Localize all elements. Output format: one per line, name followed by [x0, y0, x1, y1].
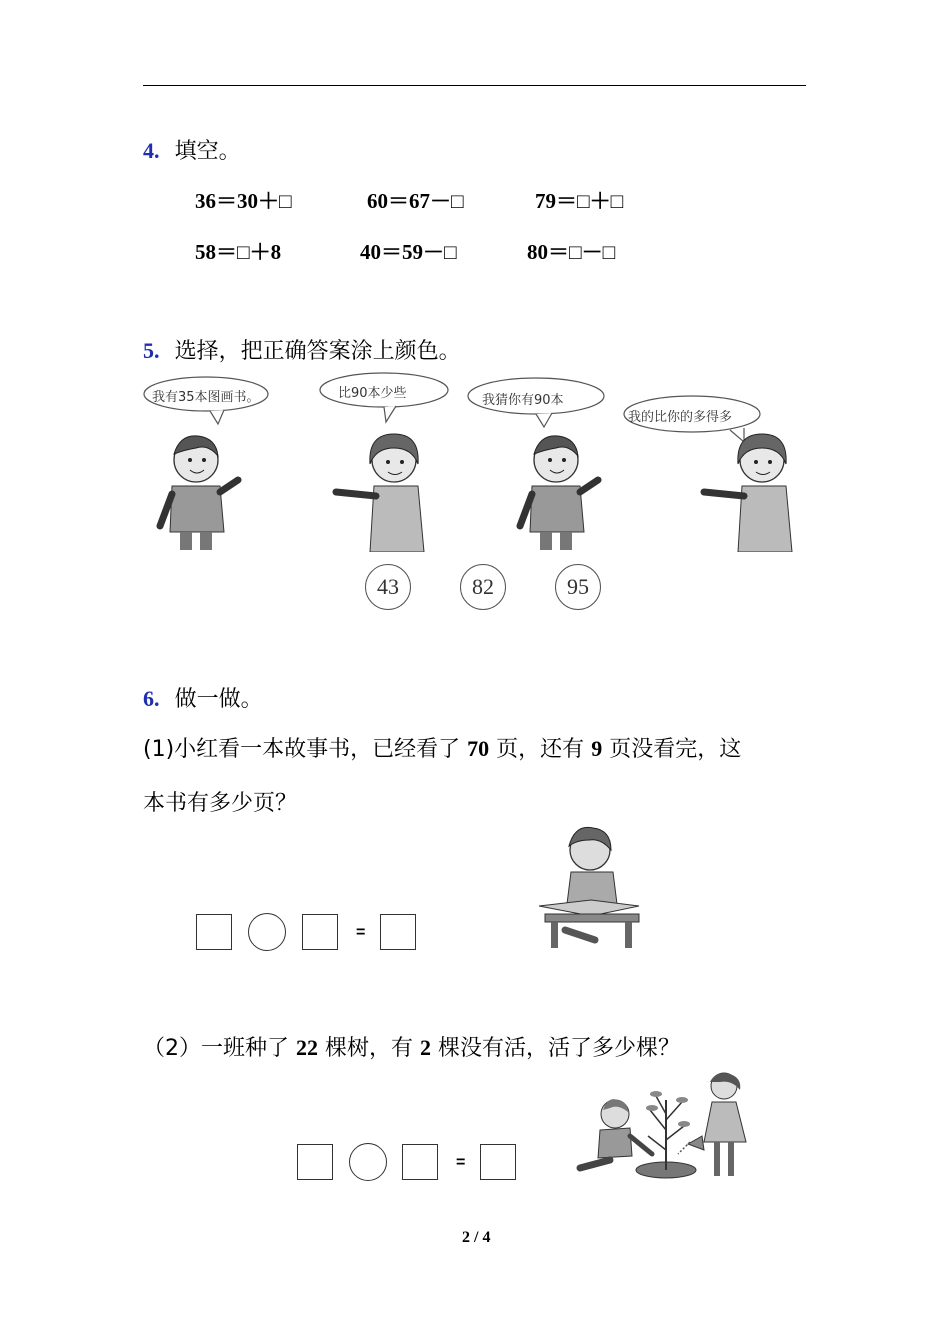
- q6-p1-number-70: 70: [467, 736, 490, 761]
- q6-number: 6.: [143, 686, 160, 711]
- answer-box-1b[interactable]: [302, 914, 338, 950]
- q4-heading: [143, 134, 241, 165]
- q6-title: 做一做。: [174, 687, 263, 712]
- q5-heading: [143, 334, 461, 365]
- q4-eq-3: 79＝□＋□: [535, 189, 624, 213]
- q6-p1-number-9: 9: [591, 736, 603, 761]
- girl-illustration-1: [330, 420, 440, 552]
- q5-number: 5.: [143, 338, 160, 363]
- reading-child-illustration: [535, 820, 645, 952]
- equals-sign-1: =: [356, 924, 366, 941]
- q6-p2-number-2: 2: [420, 1035, 432, 1060]
- q6-p2-text-b: 棵树，有: [325, 1036, 414, 1061]
- option-95[interactable]: 95: [555, 564, 601, 610]
- option-82[interactable]: 82: [460, 564, 506, 610]
- q4-eq-1: 36＝30＋□: [195, 189, 292, 213]
- q5-title: 选择，把正确答案涂上颜色。: [174, 339, 461, 364]
- answer-box-1c[interactable]: [380, 914, 416, 950]
- q6-part1-line2: 本书有多少页？: [143, 791, 298, 816]
- q4-number: 4.: [143, 138, 160, 163]
- q4-eq-4: 58＝□＋8: [195, 240, 282, 264]
- boy-illustration-2: [510, 420, 610, 552]
- option-43[interactable]: 43: [365, 564, 411, 610]
- q6-p2-number-22: 22: [296, 1035, 318, 1060]
- q6-heading: [143, 682, 263, 713]
- q6-p1-text-b: 页，还有: [496, 737, 585, 762]
- bubble-boy-2: 我猜你有90本: [482, 393, 564, 408]
- answer-box-2c[interactable]: [480, 1144, 516, 1180]
- q6-p2-text-a: （2）一班种了: [143, 1036, 289, 1061]
- q6-part1-line1: [143, 732, 741, 763]
- page-number: 2 / 4: [462, 1229, 491, 1246]
- boy-illustration-1: [150, 420, 250, 552]
- q4-eq-6: 80＝□－□: [527, 240, 616, 264]
- q4-eq-5: 40＝59－□: [360, 240, 457, 264]
- answer-box-1a[interactable]: [196, 914, 232, 950]
- bubble-boy-1: 我有35本图画书。: [152, 390, 260, 405]
- answer-box-2b[interactable]: [402, 1144, 438, 1180]
- q4-title: 填空。: [174, 139, 241, 164]
- answer-circle-1[interactable]: [248, 913, 286, 951]
- header-rule: [143, 85, 806, 86]
- q4-eq-2: 60＝67－□: [367, 189, 464, 213]
- tree-planting-illustration: [570, 1070, 760, 1182]
- bubble-girl-2: 我的比你的多得多: [628, 410, 733, 425]
- q6-p2-text-c: 棵没有活，活了多少棵？: [438, 1036, 681, 1061]
- q6-p1-text-c: 页没看完，这: [609, 737, 742, 762]
- bubble-girl-1: 比90本少些: [338, 386, 407, 401]
- q6-p1-text-a: (1)小红看一本故事书，已经看了: [143, 737, 461, 762]
- q6-part2: [143, 1031, 680, 1062]
- equals-sign-2: =: [456, 1154, 466, 1171]
- girl-illustration-2: [698, 420, 808, 552]
- answer-circle-2[interactable]: [349, 1143, 387, 1181]
- answer-box-2a[interactable]: [297, 1144, 333, 1180]
